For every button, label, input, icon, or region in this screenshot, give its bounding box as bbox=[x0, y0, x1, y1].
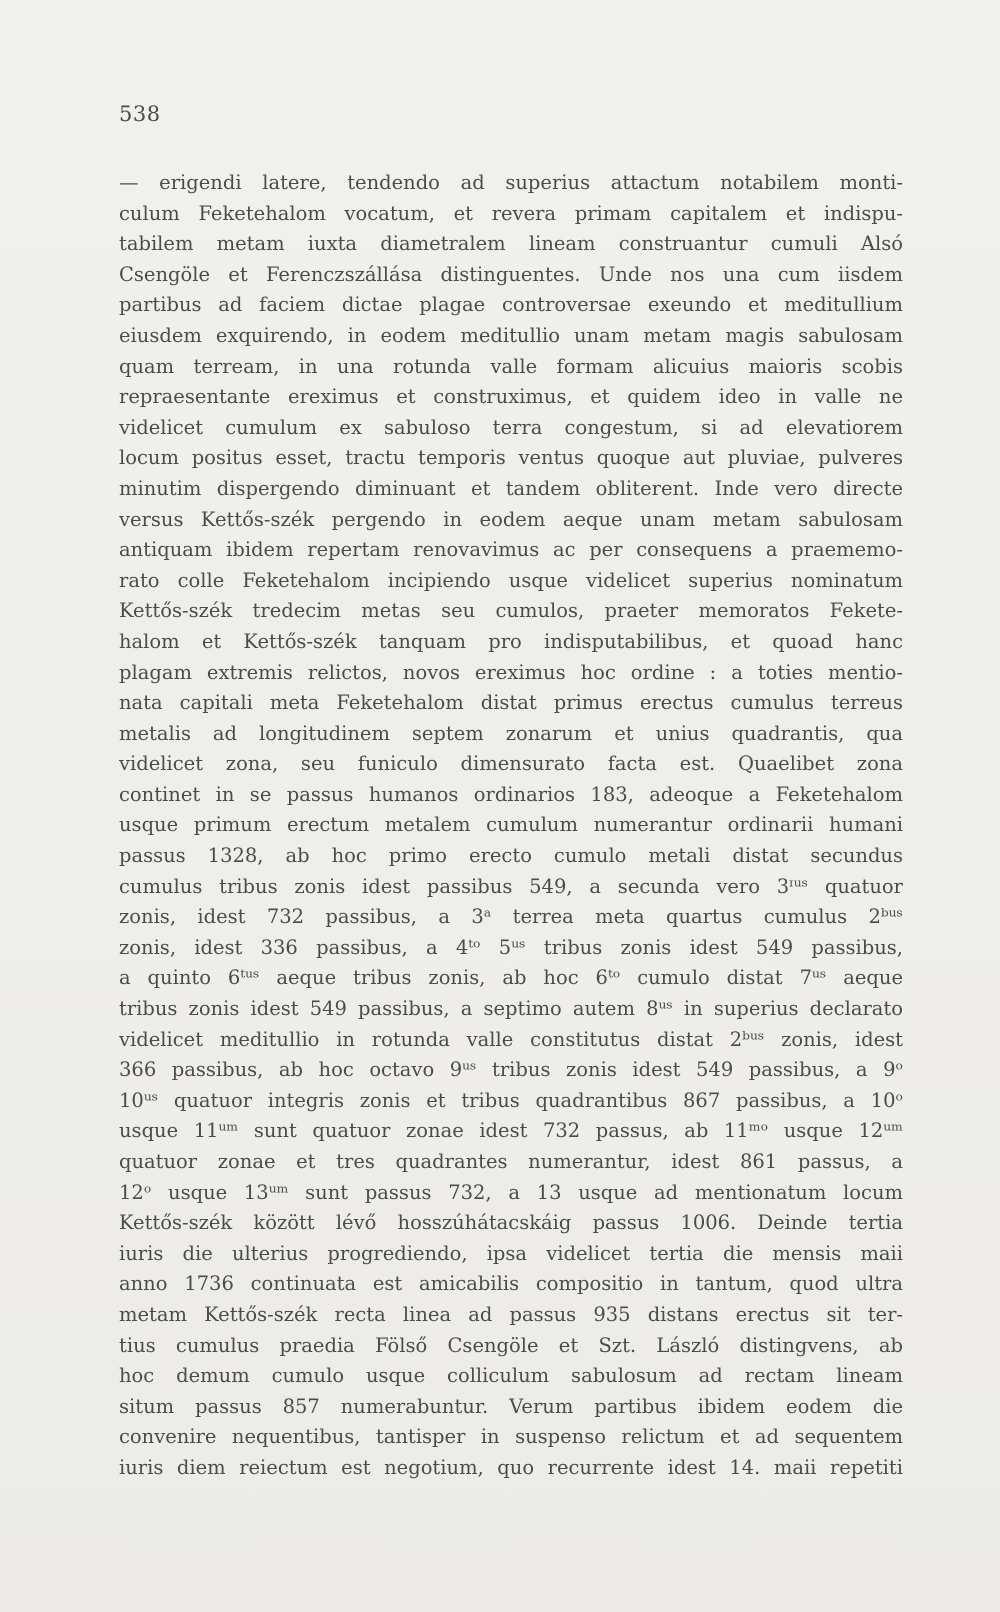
text-line: zonis, idest 732 passibus, a 3ᵃ terrea meta quartus cumulus 2ᵇᵘˢ bbox=[119, 905, 903, 929]
text-line: usque 11ᵘᵐ sunt quatuor zonae idest 732 passus, ab 11ᵐᵒ usque 12ᵘᵐ bbox=[119, 1119, 903, 1143]
body-text bbox=[119, 168, 903, 1484]
text-line: continet in se passus humanos ordinarios 183, adeoque a Feketehalom bbox=[119, 782, 903, 806]
text-line: 12ᵒ usque 13ᵘᵐ sunt passus 732, a 13 usque ad mentionatum locum bbox=[119, 1180, 903, 1204]
text-line: antiquam ibidem repertam renovavimus ac per consequens a praememo- bbox=[119, 538, 903, 562]
text-line: anno 1736 continuata est amicabilis compositio in tantum, quod ultra bbox=[119, 1272, 903, 1296]
text-line: Kettős-szék tredecim metas seu cumulos, praeter memoratos Fekete- bbox=[119, 599, 903, 623]
text-line: halom et Kettős-szék tanquam pro indisputabilibus, et quoad hanc bbox=[119, 629, 903, 653]
text-line: Csengöle et Ferenczszállása distinguentes. Unde nos una cum iisdem bbox=[119, 262, 903, 286]
text-line: versus Kettős-szék pergendo in eodem aeque unam metam sabulosam bbox=[119, 507, 903, 531]
text-line: videlicet cumulum ex sabuloso terra congestum, si ad elevatiorem bbox=[119, 415, 903, 439]
text-line: convenire nequentibus, tantisper in suspenso relictum et ad sequentem bbox=[119, 1425, 903, 1449]
text-line: a quinto 6ᵗᵘˢ aeque tribus zonis, ab hoc 6ᵗᵒ cumulo distat 7ᵘˢ aeque bbox=[119, 966, 903, 990]
text-line: partibus ad faciem dictae plagae controversae exeundo et meditullium bbox=[119, 293, 903, 317]
text-line: videlicet zona, seu funiculo dimensurato facta est. Quaelibet zona bbox=[119, 752, 903, 776]
text-line: tabilem metam iuxta diametralem lineam construantur cumuli Alsó bbox=[119, 232, 903, 256]
text-line: usque primum erectum metalem cumulum numerantur ordinarii humani bbox=[119, 813, 903, 837]
text-line: Kettős-szék között lévő hosszúhátacskáig passus 1006. Deinde tertia bbox=[119, 1211, 903, 1235]
text-line: iuris diem reiectum est negotium, quo recurrente idest 14. maii repetiti bbox=[119, 1455, 903, 1479]
text-line: situm passus 857 numerabuntur. Verum partibus ibidem eodem die bbox=[119, 1394, 903, 1418]
text-line: nata capitali meta Feketehalom distat primus erectus cumulus terreus bbox=[119, 691, 903, 715]
text-line: — erigendi latere, tendendo ad superius attactum notabilem monti- bbox=[119, 171, 903, 194]
text-line: zonis, idest 336 passibus, a 4ᵗᵒ 5ᵘˢ tribus zonis idest 549 passibus, bbox=[119, 935, 903, 959]
text-line: videlicet meditullio in rotunda valle constitutus distat 2ᵇᵘˢ zonis, idest bbox=[119, 1027, 903, 1051]
text-line: cumulus tribus zonis idest passibus 549, a secunda vero 3ᶦᵘˢ quatuor bbox=[119, 874, 903, 898]
text-line: 366 passibus, ab hoc octavo 9ᵘˢ tribus zonis idest 549 passibus, a 9ᵒ bbox=[119, 1058, 903, 1082]
text-line: culum Feketehalom vocatum, et revera primam capitalem et indispu- bbox=[119, 201, 903, 225]
text-line: minutim dispergendo diminuant et tandem obliterent. Inde vero directe bbox=[119, 476, 903, 500]
text-line: hoc demum cumulo usque colliculum sabulosum ad rectam lineam bbox=[119, 1364, 903, 1388]
text-line: repraesentante ereximus et construximus, et quidem ideo in valle ne bbox=[119, 385, 903, 409]
text-line: tribus zonis idest 549 passibus, a septimo autem 8ᵘˢ in superius declarato bbox=[119, 997, 903, 1021]
text-line: rato colle Feketehalom incipiendo usque videlicet superius nominatum bbox=[119, 568, 903, 592]
text-line: tius cumulus praedia Fölső Csengöle et Szt. László distingvens, ab bbox=[119, 1333, 903, 1357]
text-line: eiusdem exquirendo, in eodem meditullio unam metam magis sabulosam bbox=[119, 323, 903, 347]
text-line: metam Kettős-szék recta linea ad passus 935 distans erectus sit ter- bbox=[119, 1302, 903, 1326]
text-line: metalis ad longitudinem septem zonarum et unius quadrantis, qua bbox=[119, 721, 903, 745]
text-line: quam terream, in una rotunda valle formam alicuius maioris scobis bbox=[119, 354, 903, 378]
text-line: iuris die ulterius progrediendo, ipsa videlicet tertia die mensis maii bbox=[119, 1241, 903, 1265]
text-line: quatuor zonae et tres quadrantes numerantur, idest 861 passus, a bbox=[119, 1150, 903, 1173]
text-line: plagam extremis relictos, novos ereximus hoc ordine : a toties mentio- bbox=[119, 660, 903, 684]
text-line: 10ᵘˢ quatuor integris zonis et tribus quadrantibus 867 passibus, a 10ᵒ bbox=[119, 1088, 903, 1112]
text-line: locum positus esset, tractu temporis ventus quoque aut pluviae, pulveres bbox=[119, 446, 903, 470]
page-number: 538 bbox=[119, 102, 161, 126]
text-line: passus 1328, ab hoc primo erecto cumulo metali distat secundus bbox=[119, 844, 903, 868]
